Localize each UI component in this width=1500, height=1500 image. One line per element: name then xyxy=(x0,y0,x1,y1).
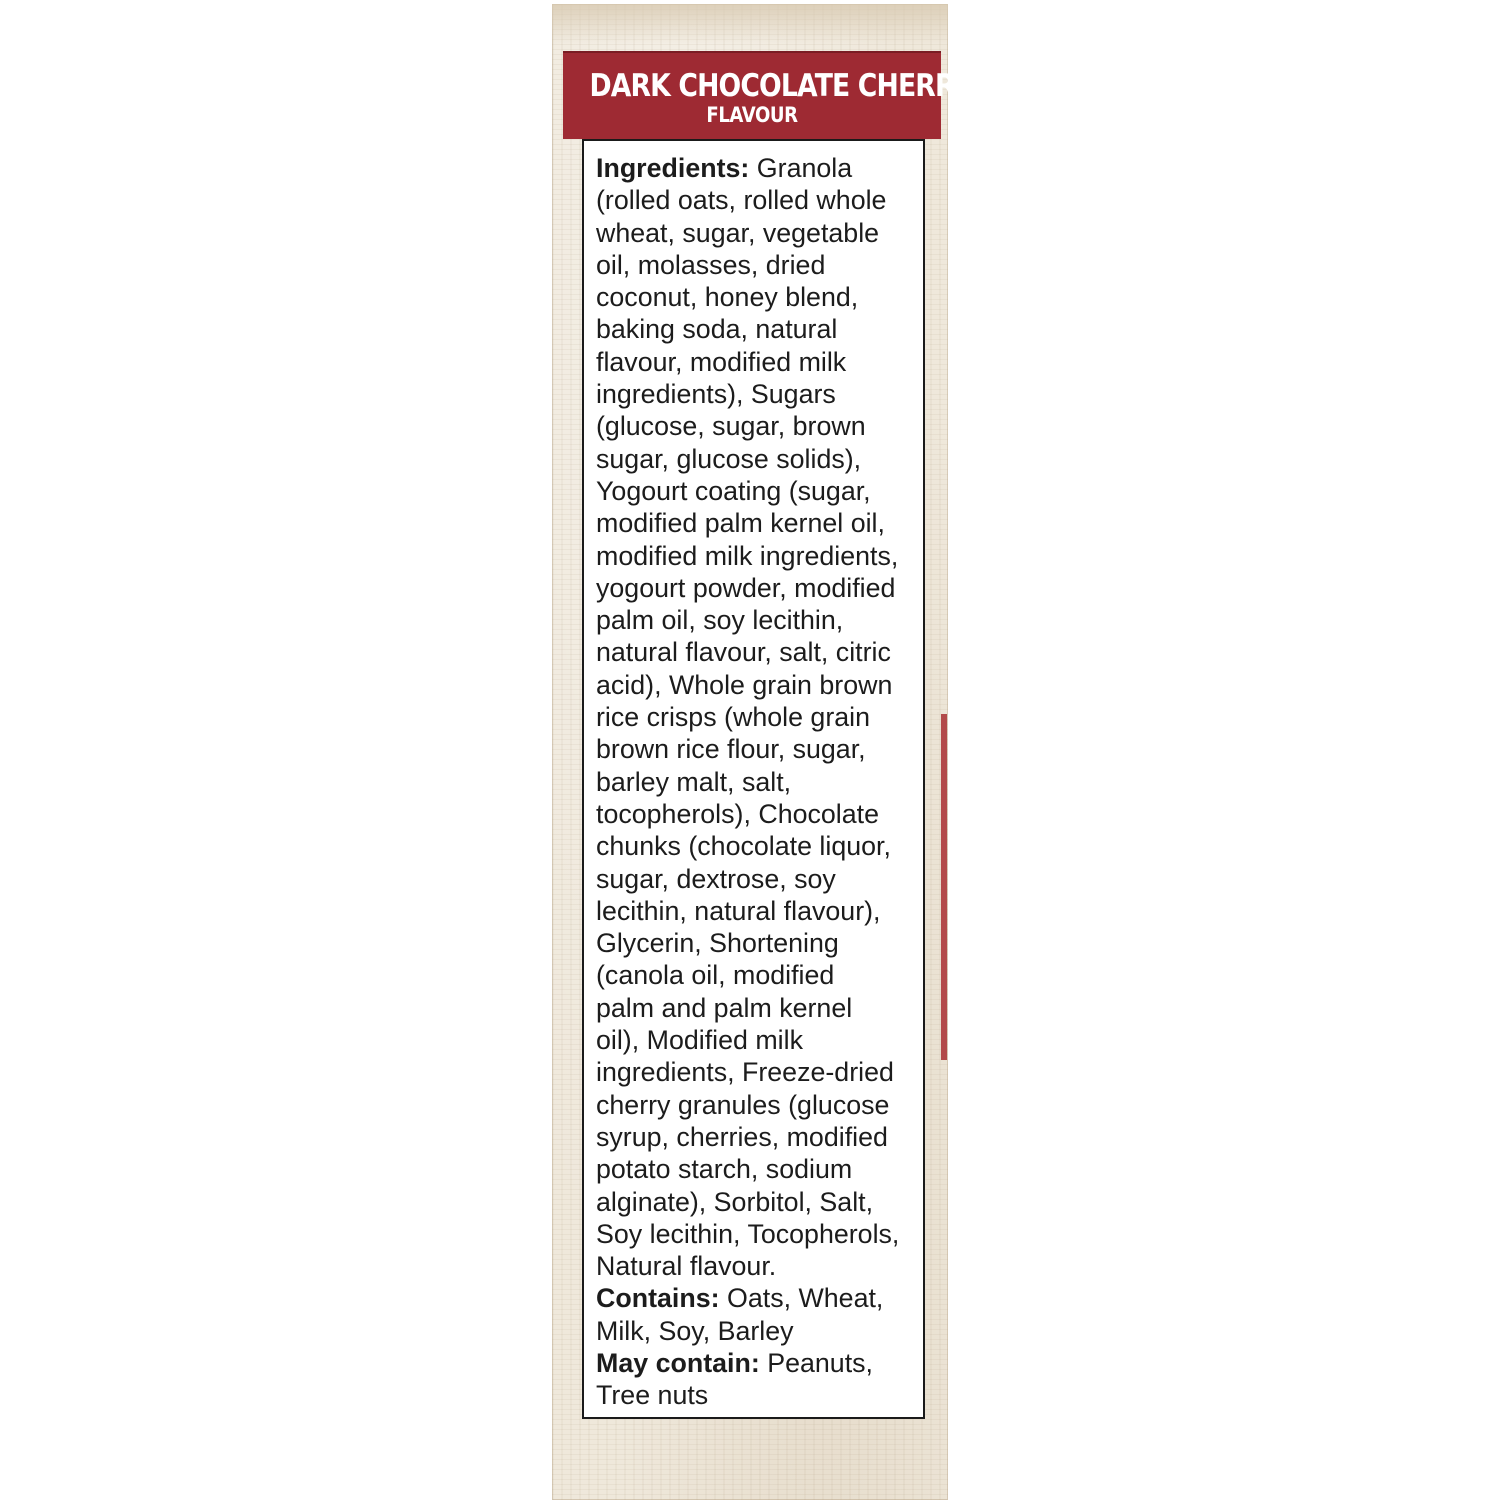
ingredients-line: natural flavour, salt, citric xyxy=(596,637,891,668)
ingredients-line: sugar, dextrose, soy xyxy=(596,863,836,894)
flavour-title: DARK CHOCOLATE CHERRY xyxy=(589,68,972,104)
ingredients-line: ingredients), Sugars xyxy=(596,379,836,410)
ingredients-line: ingredients, Freeze-dried xyxy=(596,1057,894,1088)
ingredients-line: palm oil, soy lecithin, xyxy=(596,605,844,636)
ingredients-line: barley malt, salt, xyxy=(596,766,792,797)
ingredients-line: sugar, glucose solids), xyxy=(596,443,862,474)
ingredients-line: palm and palm kernel xyxy=(596,992,853,1023)
ingredients-line: (canola oil, modified xyxy=(596,960,835,991)
ingredients-line: (glucose, sugar, brown xyxy=(596,411,866,442)
ingredients-line: coconut, honey blend, xyxy=(596,282,859,313)
ingredients-line: modified palm kernel oil, xyxy=(596,508,885,539)
ingredients-line: Yogourt coating (sugar, xyxy=(596,475,871,506)
ingredients-line: alginate), Sorbitol, Salt, xyxy=(596,1186,874,1217)
flavour-subtitle: FLAVOUR xyxy=(706,103,798,127)
ingredients-line: tocopherols), Chocolate xyxy=(596,798,880,829)
ingredients-line: Soy lecithin, Tocopherols, xyxy=(596,1218,900,1249)
may-contain-label: May contain: xyxy=(596,1347,760,1378)
ingredients-line: acid), Whole grain brown xyxy=(596,669,893,700)
ingredients-line: oil, molasses, dried xyxy=(596,249,826,280)
ingredients-label: Ingredients: xyxy=(596,153,750,183)
ingredients-line: modified milk ingredients, xyxy=(596,540,899,571)
ingredients-line: rice crisps (whole grain xyxy=(596,702,871,733)
ingredients-panel xyxy=(582,139,925,1419)
ingredients-line: lecithin, natural flavour), xyxy=(596,895,881,926)
contains-line xyxy=(596,1282,923,1314)
may-contain-line: Tree nuts xyxy=(596,1380,709,1411)
ingredients-line: chunks (chocolate liquor, xyxy=(596,831,891,862)
contains-label: Contains: xyxy=(596,1283,720,1314)
ingredients-line: yogourt powder, modified xyxy=(596,572,896,603)
contains-line: Milk, Soy, Barley xyxy=(596,1315,794,1346)
may-contain-text: Peanuts, xyxy=(759,1347,874,1378)
ingredients-line: oil), Modified milk xyxy=(596,1025,803,1056)
may-contain-line xyxy=(596,1347,923,1379)
package-top-fold xyxy=(552,4,948,44)
ingredients-line: Natural flavour. xyxy=(596,1251,777,1282)
ingredients-text: Granola xyxy=(749,153,853,183)
contains-text: Oats, Wheat, xyxy=(719,1283,884,1314)
ingredients-line: flavour, modified milk xyxy=(596,346,847,377)
ingredients-line: baking soda, natural xyxy=(596,314,838,345)
ingredients-line: brown rice flour, sugar, xyxy=(596,734,866,765)
ingredients-line: syrup, cherries, modified xyxy=(596,1121,888,1152)
ingredients-line: wheat, sugar, vegetable xyxy=(596,217,880,248)
ingredients-line xyxy=(596,152,923,184)
ingredients-line: (rolled oats, rolled whole xyxy=(596,185,887,216)
flavour-banner xyxy=(563,51,972,139)
ingredients-line: cherry granules (glucose xyxy=(596,1089,890,1120)
package-edge-stripe xyxy=(941,714,947,1060)
ingredients-line: potato starch, sodium xyxy=(596,1154,853,1185)
ingredients-line: Glycerin, Shortening xyxy=(596,928,839,959)
